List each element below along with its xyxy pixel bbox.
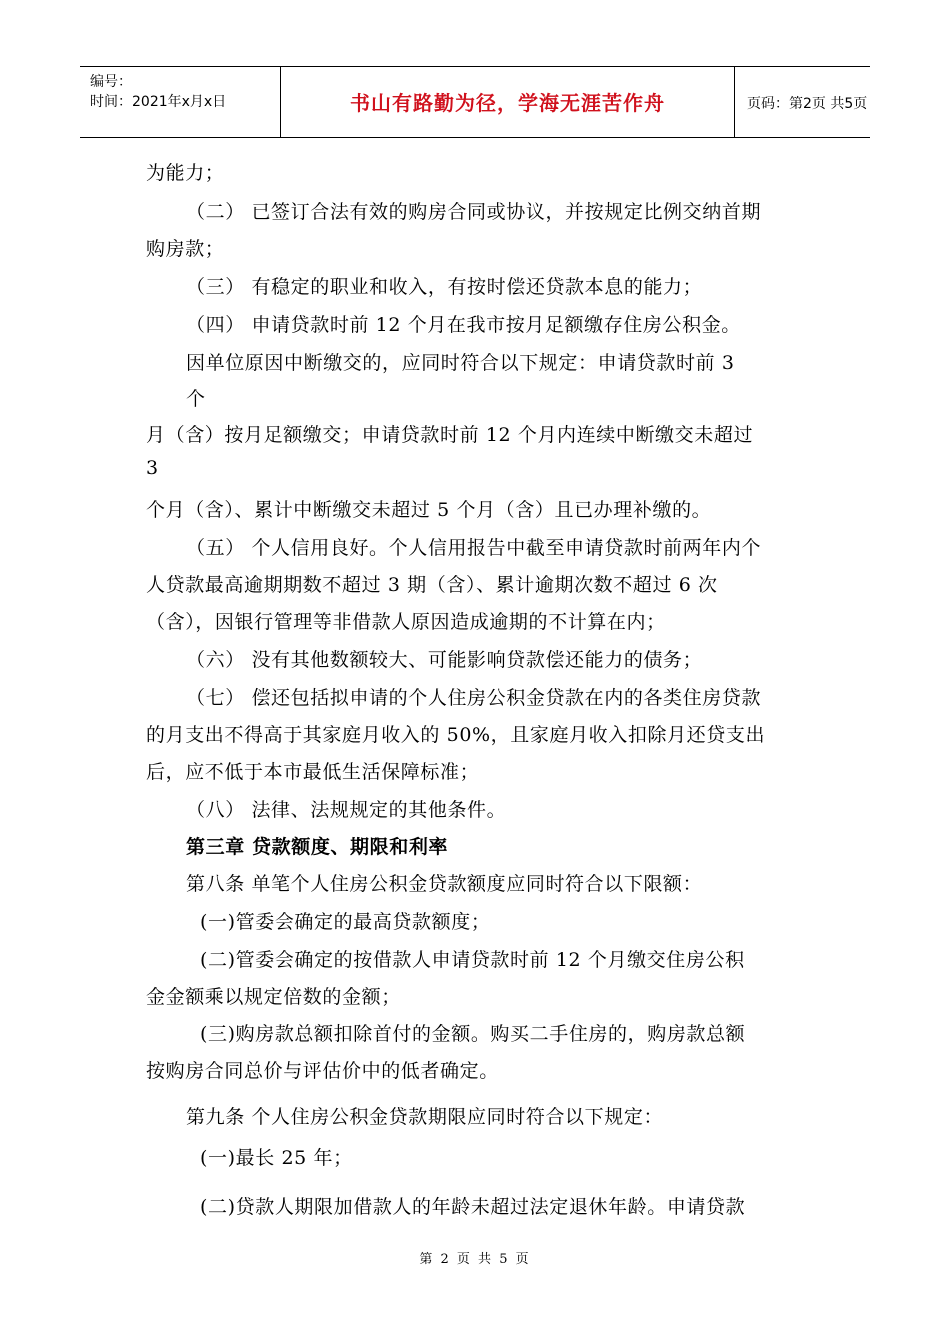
text-line: (二)管委会确定的按借款人申请贷款时前 12 个月缴交住房公积 — [200, 949, 745, 971]
text-line: 人贷款最高逾期期数不超过 3 期（含）、累计逾期次数不超过 6 次 — [146, 574, 718, 596]
header-page-cell — [735, 67, 870, 137]
text-line: (一)管委会确定的最高贷款额度； — [200, 911, 491, 933]
text-line: 月（含）按月足额缴交；申请贷款时前 12 个月内连续中断缴交未超过 — [146, 424, 754, 446]
text-line: 金金额乘以规定倍数的金额； — [146, 986, 401, 1008]
text-line: （含），因银行管理等非借款人原因造成逾期的不计算在内； — [146, 611, 666, 633]
text-line: 的月支出不得高于其家庭月收入的 50%，且家庭月收入扣除月还贷支出 — [146, 724, 766, 746]
text-line: （六） 没有其他数额较大、可能影响贷款偿还能力的债务； — [186, 649, 703, 671]
text-line: 个月（含）、累计中断缴交未超过 5 个月（含）且已办理补缴的。 — [146, 499, 712, 521]
page-footer: 第 2 页 共 5 页 — [419, 1252, 531, 1267]
text-line: 第九条 个人住房公积金贷款期限应同时符合以下规定： — [186, 1106, 664, 1128]
header-meta-cell — [80, 67, 280, 137]
text-line: （七） 偿还包括拟申请的个人住房公积金贷款在内的各类住房贷款 — [186, 687, 762, 709]
text-line: 按购房合同总价与评估价中的低者确定。 — [146, 1060, 499, 1082]
text-line: 因单位原因中断缴交的，应同时符合以下规定：申请贷款时前 3 — [186, 352, 735, 374]
text-line: （四） 申请贷款时前 12 个月在我市按月足额缴存住房公积金。 — [186, 314, 741, 336]
text-line: 3 — [146, 457, 159, 479]
text-line: (二)贷款人期限加借款人的年龄未超过法定退休年龄。申请贷款 — [200, 1196, 746, 1218]
motto: 书山有路勤为径，学海无涯苦作舟 — [350, 91, 665, 115]
chapter-heading: 第三章 贷款额度、期限和利率 — [186, 836, 449, 858]
text-line: 个 — [186, 388, 206, 410]
text-line: (三)购房款总额扣除首付的金额。购买二手住房的，购房款总额 — [200, 1023, 746, 1045]
page-header — [80, 66, 870, 138]
text-line: （五） 个人信用良好。个人信用报告中截至申请贷款时前两年内个 — [186, 537, 762, 559]
text-line: 后，应不低于本市最低生活保障标准； — [146, 761, 480, 783]
text-line: （八） 法律、法规规定的其他条件。 — [186, 799, 507, 821]
text-line: 第八条 单笔个人住房公积金贷款额度应同时符合以下限额： — [186, 873, 703, 895]
text-line: 购房款； — [146, 238, 225, 260]
number-label: 编号： — [90, 74, 132, 90]
header-motto-cell — [280, 67, 735, 137]
text-line: 为能力； — [146, 162, 225, 184]
date-label: 时间：2021年x月x日 — [90, 94, 227, 110]
text-line: （三） 有稳定的职业和收入，有按时偿还贷款本息的能力； — [186, 276, 703, 298]
text-line: (一)最长 25 年； — [200, 1147, 353, 1169]
page-info: 页码：第2页 共5页 — [747, 96, 868, 112]
text-line: （二） 已签订合法有效的购房合同或协议，并按规定比例交纳首期 — [186, 201, 762, 223]
